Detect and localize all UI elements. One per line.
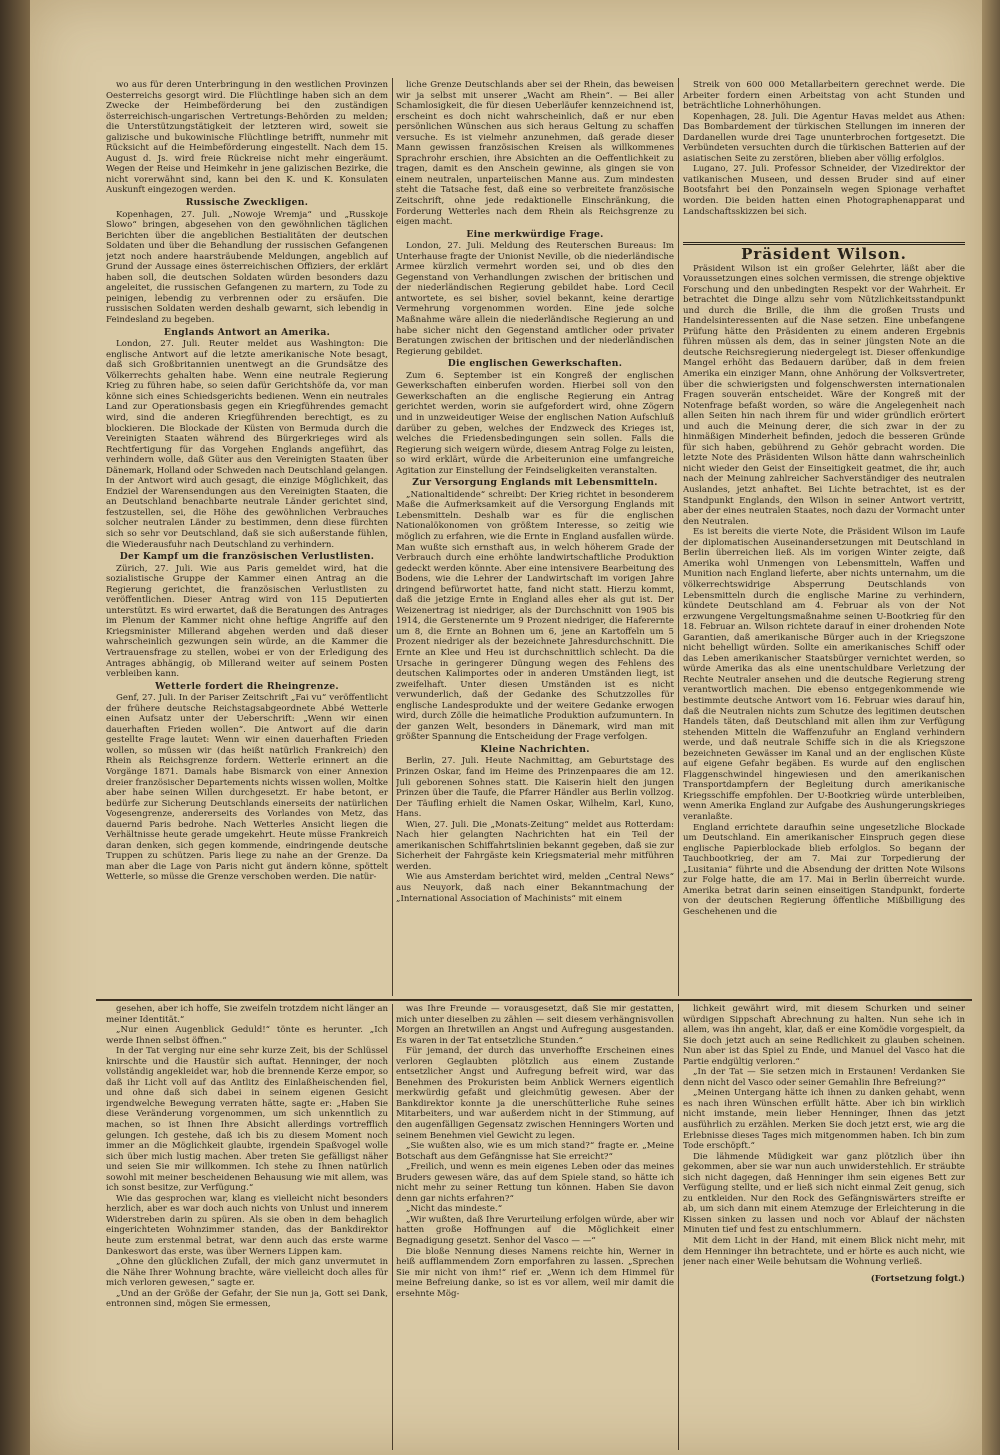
- paragraph: liche Grenze Deutschlands aber sei der Rhein, das beweisen wir ja selbst mit unserer „Wacht am Rhein“. — Bei aller Schamlosigkeit, die für diesen Ueberläufer kennzeichnend ist, erscheint es doch nicht wahrscheinlich, daß er nur eben persönlichen Wünschen aus sich heraus Geltung zu schaffen versuche. Es ist vielmehr anzunehmen, daß gerade dieser Mann gewissen französischen Kreisen als willkommenes Sprachrohr erschien, ihre Absichten an die Oeffentlichkeit zu tragen, damit es den Anschein gewinne, als gingen sie von einem neutralen, unparteiischen Manne aus. Zum mindesten steht die Tatsache fest, daß eine so verbreitete französische Zeitschrift, ohne jede redaktionelle Einschränkung, die Forderung Wetterles nach dem Rhein als Reichsgrenze zu eigen macht.: [396, 80, 674, 228]
- paragraph: Es ist bereits die vierte Note, die Präsident Wilson im Laufe der diplomatischen Auseinandersetzungen mit Deutschland in Berlin überreichen ließ. Als im vorigen Winter zeigte, daß Amerika wohl Unmengen von Lebensmitteln, Waffen und Munition nach England lieferte, aber nichts unternahm, um die völkerrechtswidrige Absperrung Deutschlands von Lebensmitteln durch die englische Marine zu verhindern, kündete Deutschland am 4. Februar als von der Not erzwungene Vergeltungsmaßnahme seinen U-Bootkrieg für den 18. Februar an. Wilson richtete darauf in einer drohenden Note Garantien, daß amerikanische Bürger auch in der Kriegszone nicht behelligt würden. Sollte ein amerikanisches Schiff oder das Leben amerikanischer Staatsbürger vernichtet werden, so würde Amerika das als eine unentschuldbare Verletzung der Rechte Neutraler ansehen und die deutsche Regierung streng verantwortlich machen. Die ebenso entgegenkommende wie bestimmte deutsche Antwort vom 16. Februar wies darauf hin, daß die Neutralen nichts zum Schutze des legitimen deutschen Handels täten, daß Deutschland mit allen ihm zur Verfügung stehenden Mitteln die Waffenzufuhr an England verhindern werde, und daß neutrale Schiffe sich in die als Kriegszone bezeichneten Gewässer im Kanal und an der englischen Küste auf eigene Gefahr begäben. Es wurde auf den englischen Flaggenschwindel hingewiesen und den amerikanischen Transportdampfern der Begleitung durch amerikanische Kriegsschiffe empfohlen. Der U-Bootkrieg würde unterbleiben, wenn Amerika England zur Aufgabe des Aushungerungskrieges veranlaßte.: [683, 527, 965, 822]
- paragraph: Wie aus Amsterdam berichtet wird, melden „Central News“ aus Neuyork, daß nach einer Bekanntmachung der „International Association of Machinists“ mit einem: [396, 872, 674, 904]
- column-rule: [392, 1004, 393, 1450]
- paragraph: Für jemand, der durch das unverhoffte Erscheinen eines verloren Geglaubten plötzlich aus einem Zustande entsetzlicher Angst und Aufregung befreit wird, war das Benehmen des Prokuristen beim Anblick Werners eigentlich merkwürdig gefaßt und gleichmütig gewesen. Aber der Bankdirektor konnte ja die unerschütterliche Ruhe seines Mitarbeiters, und war außerdem nicht in der Stimmung, auf den augenfälligen Gegensatz zwischen Henningers Worten und seinem Benehmen viel Gewicht zu legen.: [396, 1046, 674, 1141]
- column-news-1: [106, 80, 388, 994]
- section-heading: Die englischen Gewerkschaften.: [447, 358, 623, 370]
- paragraph: „Ohne den glücklichen Zufall, der mich ganz unvermutet in die Nähe Ihrer Wohnung brachte, wäre vielleicht doch alles für mich verloren gewesen,“ sagte er.: [106, 1257, 388, 1289]
- paragraph: Präsident Wilson ist ein großer Gelehrter, läßt aber die Voraussetzungen eines solchen vermissen, die strenge objektive Forschung und den unbedingten Respekt vor der Wahrheit. Er betrachtet die Dinge allzu sehr vom Nützlichkeitsstandpunkt und durch die Brille, die ihm die großen Trusts und Handelsinteressenten auf die Nase setzen. Eine unbefangene Prüfung hätte den Präsidenten zu einem anderen Ergebnis führen müssen als dem, das in seiner jüngsten Note an die deutsche Reichsregierung niedergelegt ist. Dieser offenkundige Mangel erhöht das Bedauern darüber, daß in dem freien Amerika ein einziger Mann, ohne Anhörung der Volksvertreter, über die schwierigsten und folgenschwersten internationalen Fragen souverän entscheidet. Wäre der Kongreß mit der Notenfrage befaßt worden, so wäre die Angelegenheit nach allen Seiten hin nach ihrem für und wider gründlich erörtert und auch die Meinung derer, die sich zwar in der zu hinmäßigen Minderheit befinden, jedoch die besseren Gründe für sich haben, gebührend zu Gehör gebracht worden. Die letzte Note des Präsidenten Wilson hätte dann wahrscheinlich nicht wieder den Geist der Einseitigkeit geatmet, die ihr, auch nach der Meinung zahlreicher Sachverständiger des neutralen Auslandes, jetzt anhaftet. Bei Lichte betrachtet, ist es der Standpunkt Englands, den Wilson in seiner Antwort vertritt, aber der eines neutralen Staates, noch dazu der Vormacht unter den Neutralen.: [683, 263, 965, 527]
- paragraph: „Nicht das mindeste.“: [406, 1204, 503, 1215]
- paragraph: Streik von 600 000 Metallarbeitern gerechnet werde. Die Arbeiter fordern einen Arbeitstag von acht Stunden und beträchtliche Lohnerhöhungen.: [683, 80, 965, 112]
- paragraph: Die lähmende Müdigkeit war ganz plötzlich über ihn gekommen, aber sie war nun auch unwiderstehlich. Er sträubte sich nicht dagegen, daß Henninger ihm sein eigenes Bett zur Verfügung stellte, und er ließ sich nicht einmal Zeit genug, sich zu entkleiden. Nur den Rock des Gefängniswärters streifte er ab, um sich dann mit einem Atemzuge der Erleichterung in die Kissen sinken zu lassen und noch vor Ablauf der nächsten Minuten tief und fest zu entschlummern.: [683, 1151, 965, 1236]
- paragraph: England errichtete daraufhin seine ungesetzliche Blockade um Deutschland. Ein amerikanischer Einspruch gegen diese englische Papierblockade blieb erfolglos. So begann der Tauchbootkrieg, der am 7. Mai zur Torpedierung der „Lusitania“ führte und die Absendung der dritten Note Wilsons zur Folge hatte, die am 17. Mai in Berlin überreicht wurde. Amerika betrat darin seinen einseitigen Standpunkt, forderte von der deutschen Regierung öffentliche Mißbilligung des Geschehenen und die: [683, 822, 965, 917]
- paragraph: „Und an der Größe der Gefahr, der Sie nun ja, Gott sei Dank, entronnen sind, mögen Sie ermessen,: [106, 1288, 388, 1310]
- paragraph: „Wir wußten, daß Ihre Verurteilung erfolgen würde, aber wir hatten große Hoffnungen auf die Möglichkeit einer Begnadigung gesetzt. Senhor del Vasco — —“: [396, 1214, 674, 1247]
- paragraph: Lugano, 27. Juli. Professor Schneider, der Vizedirektor der vatikanischen Museen, und dessen Bruder sind auf einer Bootsfahrt bei den Ponzainseln wegen Spionage verhaftet worden. Die beiden hatten einen Photographenapparat und Landschaftsskizzen bei sich.: [683, 164, 965, 217]
- section-heading: Wetterle fordert die Rheingrenze.: [155, 680, 339, 692]
- paragraph: Zürich, 27. Juli. Wie aus Paris gemeldet wird, hat die sozialistische Gruppe der Kammer einen Antrag an die Regierung gerichtet, die französischen Verlustlisten zu veröffentlichen. Dieser Antrag wird von 115 Deputierten unterstützt. Es wird erwartet, daß die Beratungen des Antrages im Plenum der Kammer nicht ohne heftige Angriffe auf den Kriegsminister Millerand abgehen werden und daß dieser wahrscheinlich gezwungen sein würde, an die Kammer die Vertrauensfrage zu stellen, wobei er von der Erledigung des Antrages abhängig, ob Millerand weiter auf seinem Posten verbleiben kann.: [106, 563, 388, 680]
- column-story-3: [683, 1004, 965, 1450]
- column-rule: [678, 78, 679, 996]
- paragraph: gesehen, aber ich hoffe, Sie zweifeln trotzdem nicht länger an meiner Identität.“: [106, 1004, 388, 1025]
- paragraph: „Nur einen Augenblick Geduld!“ tönte es herunter. „Ich werde Ihnen selbst öffnen.“: [106, 1025, 388, 1046]
- paragraph: „Nationaltidende“ schreibt: Der Krieg richtet in besonderem Maße die Aufmerksamkeit auf die Versorgung Englands mit Lebensmitteln. Deshalb war es für die englischen Nationalökonomen von größtem Interesse, so zeitig wie möglich zu erfahren, wie die Ernte in England ausfallen würde. Man wußte sich ernsthaft aus, in welch höherem Grade der Verbrauch durch eine erhöhte landwirtschaftliche Produktion gedeckt werden könnte. Aber eine intensivere Bearbeitung des Bodens, wie die Lehrer der Landwirtschaft im vorigen Jahre dringend befürwortet hatte, fand nicht statt. Hierzu kommt, daß die jetzige Ernte in England alles eher als gut ist. Der Weizenertrag ist niedriger, als der Durchschnitt von 1905 bis 1914, die Gerstenernte um 9 Prozent niedriger, die Haferernte um 8, die Ernte an Bohnen um 6, jene an Kartoffeln um 5 Prozent niedriger als der bezeichnete Jahresdurchschnitt. Die Ernte an Klee und Heu ist durchschnittlich schlecht. Da die Ursache in geringerer Düngung wegen des Fehlens des deutschen Kalimportes oder in anderen Umständen liegt, ist zweifelhaft. Unter diesen Umständen ist es nicht verwunderlich, daß der Gedanke des Schutzzolles für englische Landesprodukte und der weitere Gedanke erwogen wird, durch Zölle die heimatliche Produktion aufzumuntern. In der ganzen Welt, besonders in Dänemark, wird man mit größter Spannung die Entscheidung der Frage verfolgen.: [396, 489, 674, 743]
- paragraph: London, 27. Juli. Meldung des Reuterschen Bureaus: Im Unterhause fragte der Unionist Neville, ob die niederländische Armee kürzlich vermehrt worden sei, und ob dies den Gegenstand von Verhandlungen zwischen der britischen und der niederländischen Regierung gebildet habe. Lord Cecil antwortete, es sei bisher, soviel bekannt, keine derartige Vermehrung vorgenommen worden. Eine jede solche Maßnahme wäre allein die niederländische Regierung an und habe sicher nicht den Gegenstand amtlicher oder privater Beratungen zwischen der britischen und der niederländischen Regierung gebildet.: [396, 241, 674, 357]
- section-heading: Zur Versorgung Englands mit Lebensmitteln.: [412, 477, 658, 489]
- paragraph: Zum 6. September ist ein Kongreß der englischen Gewerkschaften einberufen worden. Hierbei soll von den Gewerkschaften an die englische Regierung ein Antrag gerichtet werden, worin sie aufgefordert wird, ohne Zögern und in unzweideutiger Weise der englischen Nation Aufschluß darüber zu geben, welches der Endzweck des Krieges ist, welches die Friedensbedingungen sein sollen. Falls die Regierung sich weigern würde, diesem Antrag Folge zu leisten, so wird erklärt, würde die Arbeiterunion eine umfangreiche Agitation zur Einstellung der Feindseligkeiten veranstalten.: [396, 370, 674, 476]
- section-heading: Russische Zweckligen.: [185, 197, 309, 209]
- paragraph: „In der Tat — Sie setzen mich in Erstaunen! Verdanken Sie denn nicht del Vasco oder seiner Gemahlin Ihre Befreiung?“: [683, 1067, 965, 1088]
- paragraph: „Sie wußten also, wie es um mich stand?“ fragte er. „Meine Botschaft aus dem Gefängnisse hat Sie erreicht?“: [396, 1141, 674, 1162]
- article-headline: Präsident Wilson.: [683, 242, 965, 260]
- paragraph: Wie das gesprochen war, klang es vielleicht nicht besonders herzlich, aber es war doch auch nichts von Unlust und innerem Widerstreben darin zu spüren. Als sie oben in dem behaglich eingerichteten Wohnzimmer standen, das der Bankdirektor heute zum erstenmal betrat, war denn auch das erste warme Dankeswort das erste, was über Werners Lippen kam.: [106, 1193, 388, 1257]
- section-heading: Der Kampf um die französischen Verlustlisten.: [119, 551, 375, 563]
- paragraph: Kopenhagen, 27. Juli. „Nowoje Wremja“ und „Russkoje Slowo“ bringen, abgesehen von den gewöhnlichen täglichen Berichten über die angeblichen Bestialitäten der deutschen Soldaten und über die Behandlung der russischen Gefangenen jetzt noch andere haarsträubende Meldungen, angeblich auf Grund der Aussage eines österreichischen Offiziers, der erklärt haben soll, die deutschen Soldaten würden besonders dazu angeleitet, die russischen Gefangenen zu martern, zu Tode zu peinigen, lebendig zu verbrennen oder zu ersäufen. Die russischen Soldaten werden deshalb gewarnt, sich lebendig in Feindesland zu begeben.: [106, 209, 388, 326]
- column-news-3-top: [683, 80, 965, 238]
- section-heading: Kleine Nachrichten.: [480, 743, 590, 755]
- feuilleton-divider: [96, 999, 972, 1001]
- section-heading: Englands Antwort an Amerika.: [163, 326, 331, 338]
- page-edge-right: [982, 0, 1000, 1455]
- column-rule: [392, 78, 393, 996]
- paragraph: Berlin, 27. Juli. Heute Nachmittag, am Geburtstage des Prinzen Oskar, fand im Heime des Prinzenpaares die am 12. Juli geborenen Sohnes statt. Die Kaiserin hielt den jungen Prinzen über die Taufe, die Pfarrer Händler aus Berlin vollzog. Der Täufling erhielt die Namen Oskar, Wilhelm, Karl, Kuno, Hans.: [396, 756, 674, 820]
- paragraph: Wien, 27. Juli. Die „Monats-Zeitung“ meldet aus Rotterdam: Nach hier gelangten Nachrichten hat ein Teil der amerikanischen Schiffahrtslinien bekannt gegeben, daß sie zur Sicherheit der Fahrgäste kein Kriegsmaterial mehr mitführen werden.: [396, 819, 674, 872]
- column-story-2: [396, 1004, 674, 1450]
- column-story-1: [106, 1004, 388, 1450]
- paragraph: „Meinen Untergang hätte ich ihnen zu danken gehabt, wenn es nach ihren Wünschen erfüllt hätte. Aber ich bin wirklich nicht imstande, mein lieber Henninger, Ihnen das jetzt ausführlich zu erzählen. Merken Sie doch jetzt erst, wie arg die Erlebnisse dieses Tages mich mitgenommen haben. Ich bin zum Tode erschöpft.“: [683, 1088, 965, 1152]
- paragraph: wo aus für deren Unterbringung in den westlichen Provinzen Oesterreichs gesorgt wird. Die Flüchtlinge haben sich an dem Zwecke der Heimbeförderung bei den zuständigen österreichisch-ungarischen Vertretungs-Behörden zu melden; die Unterstützungstätigkeit der letzteren wird, soweit sie galizische und bukowinische Flüchtlinge betrifft, nunmehr mit Rücksicht auf die Heimbeförderung eingestellt. Nach dem 15. August d. Js. wird freie Rückreise nicht mehr eingeräumt. Wegen der Reise und Heimkehr in jene galizischen Bezirke, die nicht vorerwähnt sind, kann bei den K. und K. Konsulaten Auskunft eingezogen werden.: [106, 80, 388, 196]
- paragraph: Die bloße Nennung dieses Namens reichte hin, Werner in heiß aufflammendem Zorn emporfahren zu lassen. „Sprechen Sie mir nicht von ihm!“ rief er. „Wenn ich dem Himmel für meine Befreiung danke, so ist es vor allem, weil mir damit die ersehnte Mög-: [396, 1246, 674, 1299]
- paragraph: lichkeit gewährt wird, mit diesem Schurken und seiner würdigen Sippschaft Abrechnung zu halten. Nun sehe ich in allem, was ihn angeht, klar, daß er eine Komödie vorgespielt, da Sie doch jetzt auch an seine Redlichkeit zu glauben scheinen. Nun aber ist das Spiel zu Ende, und Manuel del Vasco hat die Partie endgültig verloren.“: [683, 1004, 965, 1067]
- binding-edge: [0, 0, 30, 1455]
- column-wilson-article: [683, 240, 965, 996]
- paragraph: „Freilich, und wenn es mein eigenes Leben oder das meines Bruders gewesen wäre, das auf dem Spiele stand, so hätte ich nicht mehr zu seiner Rettung tun können. Haben Sie davon denn gar nichts erfahren?“: [396, 1162, 674, 1204]
- section-heading: Eine merkwürdige Frage.: [466, 228, 604, 240]
- paragraph: was Ihre Freunde — vorausgesetzt, daß Sie mir gestatten, mich unter dieselben zu zählen — seit diesem verhängnisvollen Morgen an Ihretwillen an Angst und Aufregung ausgestanden. Es waren in der Tat entsetzliche Stunden.“: [396, 1004, 674, 1046]
- continuation-note: (Fortsetzung folgt.): [870, 1273, 965, 1284]
- paragraph: In der Tat verging nur eine sehr kurze Zeit, bis der Schlüssel knirschte und die Haustür sich auftat. Henninger, der noch vollständig angekleidet war, hob die brennende Kerze empor, so daß ihr Licht voll auf das Antlitz des Einlaßheischenden fiel, und ohne daß sich dabei in seinem eigenen Gesicht irgendwelche Bewegung verraten hätte, sagte er: „Haben Sie diese Veränderung vorgenommen, um sich unkenntlich zu machen, so ist Ihnen Ihre Absicht allerdings vortrefflich gelungen. Ich gestehe, daß ich bis zu diesem Moment noch immer an die Möglichkeit glaubte, irgendein Spaßvogel wolle sich über mich lustig machen. Aber treten Sie gefälligst näher und seien Sie mir willkommen. Ich stehe zu Ihnen natürlich sowohl mit meiner bescheidenen Behausung wie mit allem, was ich sonst besitze, zur Verfügung.“: [106, 1046, 388, 1194]
- column-news-2: [396, 80, 674, 994]
- paragraph: London, 27. Juli. Reuter meldet aus Washington: Die englische Antwort auf die letzte amerikanische Note besagt, daß sich Großbritannien unentwegt an die Grundsätze des Völkerrechts gehalten habe. Wenn eine neutrale Regierung Krieg zu führen habe, so seien dafür Gerichtshöfe da, vor man könne sich eines Schiedsgerichts bedienen. Wenn ein neutrales Land zur Operationsbasis gegen ein Kriegführendes gemacht wird, sind die anderen Kriegführenden berechtigt, es zu blockieren. Die Blockade der Küsten von Bermuda durch die Vereinigten Staaten während des Bürgerkrieges wird als Rechtfertigung für das Vorgehen Englands angeführt, das verhindern wolle, daß Güter aus den Vereinigten Staaten über Dänemark, Holland oder Schweden nach Deutschland gelangen. In der Antwort wird auch gesagt, die einzige Möglichkeit, das Endziel der Warensendungen aus den Vereinigten Staaten, die an Deutschland benachbarte neutrale Länder gerichtet sind, festzustellen, sei, die Höhe des gewöhnlichen Verbrauches solcher neutralen Länder zu bestimmen, denn diese fürchten sich so sehr vor Deutschland, daß sie sich außerstande fühlen, die Wiederausfuhr nach Deutschland zu verhindern.: [106, 339, 388, 550]
- paragraph: Genf, 27. Juli. In der Pariser Zeitschrift „Fai vu“ veröffentlicht der frühere deutsche Reichstagsabgeordnete Abbé Wetterle einen Aufsatz unter der Ueberschrift: „Wenn wir einen dauerhaften Frieden wollen“. Die Antwort auf die darin gestellte Frage lautet: Wenn wir einen dauerhaften Frieden wollen, so müssen wir (das heißt natürlich Frankreich) den Rhein als Reichsgrenze fordern. Wetterle erinnert an die Vorgänge 1871. Damals habe Bismarck von einer Annexion dreier französischer Departements nichts wissen wollen, Moltke aber habe seinen Willen durchgesetzt. Er habe betont, er bedürfe zur Sicherung Deutschlands einerseits der natürlichen Vogesengrenze, andererseits des Vorlandes von Metz, das dauernd Paris bedrohe. Nach Wetterles Ansicht liegen die Verhältnisse heute gerade umgekehrt. Heute müsse Frankreich daran denken, sich gegen kommende, eindringende deutsche Truppen zu schützen. Paris liege zu nahe an der Grenze. Da man aber die Lage von Paris nicht gut ändern könne, spöttelt Wetterle, so müsse die Grenze verschoben werden. Die natür-: [106, 693, 388, 883]
- paragraph: Kopenhagen, 28. Juli. Die Agentur Havas meldet aus Athen: Das Bombardement der türkischen Stellungen im inneren der Dardanellen wurde drei Tage ununterbrochen fortgesetzt. Die Verbündeten versuchten durch die türkischen Batterien auf der asiatischen Seite zu zerstören, blieben aber völlig erfolglos.: [683, 111, 965, 164]
- column-rule: [678, 1004, 679, 1450]
- paragraph: Mit dem Licht in der Hand, mit einem Blick nicht mehr, mit dem Henninger ihn betrachtete, und er hörte es auch nicht, wie jener nach einer Weile behutsam die Wohnung verließ.: [683, 1236, 965, 1268]
